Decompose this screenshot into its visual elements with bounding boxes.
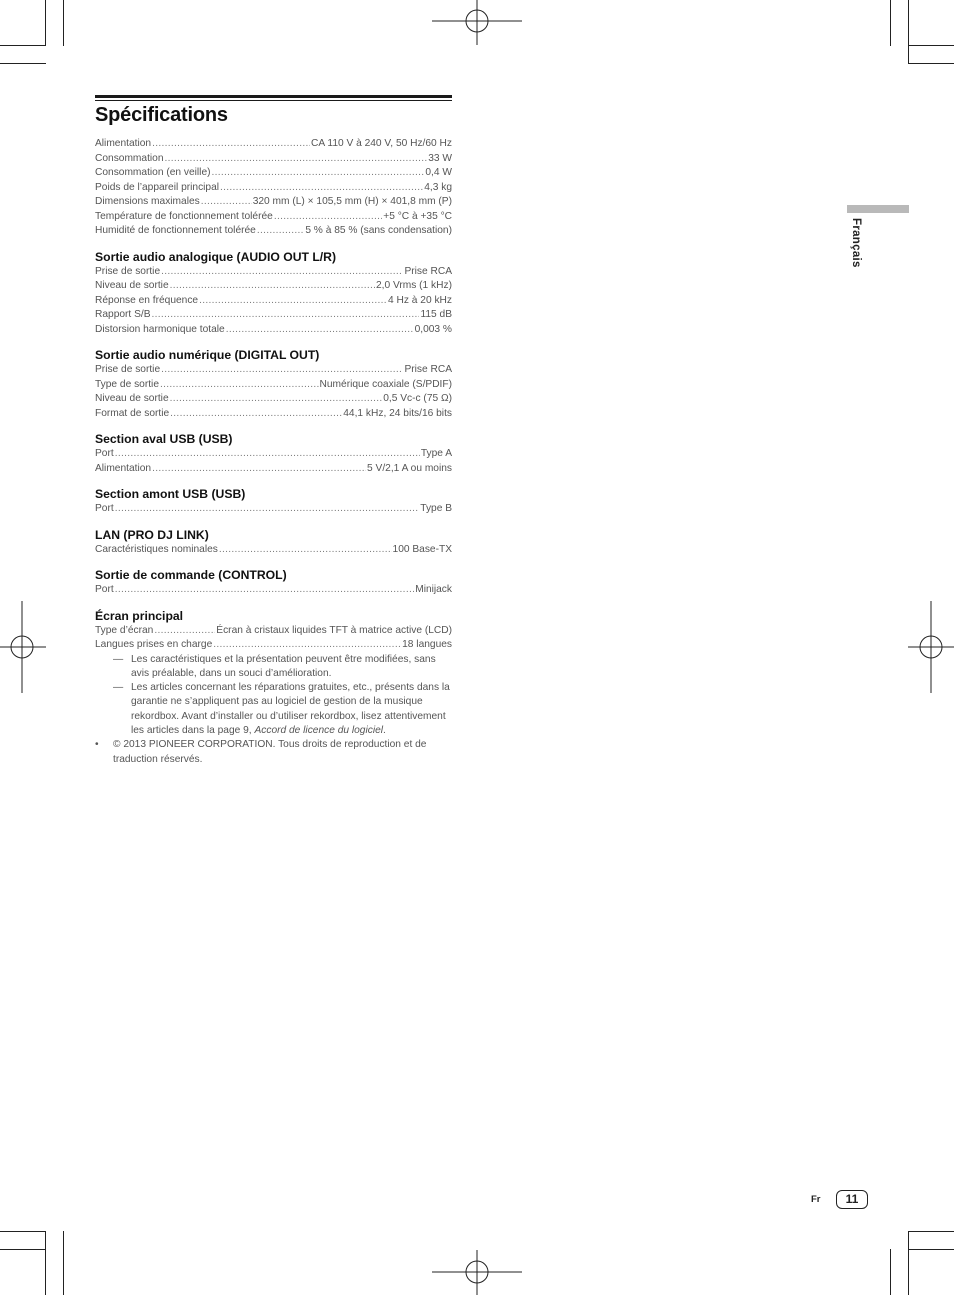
title-rule xyxy=(95,95,452,98)
spec-label: Consommation (en veille) xyxy=(95,167,211,178)
section-usb-downstream xyxy=(95,431,452,476)
general-specs xyxy=(95,137,452,239)
dash-marker: — xyxy=(113,653,124,665)
spec-value: 320 mm (L) × 105,5 mm (H) × 401,8 mm (P) xyxy=(252,196,452,207)
spec-label: Format de sortie xyxy=(95,407,170,419)
spec-value: 100 Base-TX xyxy=(392,543,452,555)
leader-dots xyxy=(274,210,382,225)
spec-row xyxy=(95,279,452,294)
leader-dots xyxy=(170,279,375,294)
crop-mark xyxy=(890,0,891,46)
crop-mark xyxy=(63,0,64,46)
spec-label: Niveau de sortie xyxy=(95,280,169,291)
leader-dots xyxy=(161,265,403,280)
note-item xyxy=(95,681,452,738)
crop-mark xyxy=(908,0,909,63)
spec-value: Prise RCA xyxy=(404,265,452,277)
bullet-marker: • xyxy=(95,739,99,751)
section-main-display xyxy=(95,608,452,653)
leader-dots xyxy=(115,583,415,598)
section-digital-out xyxy=(95,347,452,421)
copyright-text: © 2013 PIONEER CORPORATION. Tous droits de reproduction et de traduction réservés. xyxy=(113,739,427,765)
spec-value: 33 W xyxy=(428,152,452,164)
spec-value: Minijack xyxy=(415,584,452,595)
crop-mark xyxy=(45,0,46,46)
section-heading: Sortie de commande (CONTROL) xyxy=(95,568,287,582)
leader-dots xyxy=(160,378,319,393)
section-heading: Section amont USB (USB) xyxy=(95,487,246,501)
note-text: . xyxy=(383,724,386,736)
crop-mark xyxy=(0,63,46,64)
note-text: Les caractéristiques et la présentation peuvent être modifiées, sans avis préalable, dans un souci d’amélioration. xyxy=(131,653,436,679)
spec-label: Poids de l’appareil principal xyxy=(95,181,220,193)
spec-row xyxy=(95,137,452,152)
registration-mark-right xyxy=(908,601,954,693)
registration-mark-left xyxy=(0,601,46,693)
section-usb-upstream xyxy=(95,486,452,517)
leader-dots xyxy=(170,392,383,407)
crop-mark xyxy=(908,1249,954,1250)
leader-dots xyxy=(220,181,423,196)
spec-row xyxy=(95,407,452,422)
spec-row xyxy=(95,152,452,167)
spec-label: Rapport S/B xyxy=(95,309,151,320)
spec-label: Alimentation xyxy=(95,462,152,474)
spec-value: Numérique coaxiale (S/PDIF) xyxy=(319,378,452,390)
spec-value: Type A xyxy=(420,448,452,459)
spec-label: Consommation xyxy=(95,152,164,164)
spec-row xyxy=(95,447,452,462)
spec-label: Caractéristiques nominales xyxy=(95,543,218,555)
leader-dots xyxy=(170,407,342,422)
section-control xyxy=(95,567,452,598)
spec-value: CA 110 V à 240 V, 50 Hz/60 Hz xyxy=(310,138,452,149)
spec-label: Dimensions maximales xyxy=(95,196,200,207)
spec-label: Réponse en fréquence xyxy=(95,294,199,306)
spec-row xyxy=(95,502,452,517)
spec-value: +5 °C à +35 °C xyxy=(383,210,452,222)
spec-value: 0,003 % xyxy=(414,323,452,335)
leader-dots xyxy=(257,224,304,239)
spec-value: 44,1 kHz, 24 bits/16 bits xyxy=(343,407,452,419)
spec-row xyxy=(95,378,452,393)
crop-mark xyxy=(0,1249,46,1250)
leader-dots xyxy=(154,624,215,639)
section-analog-out xyxy=(95,249,452,338)
spec-value: 5 % à 85 % (sans condensation) xyxy=(305,225,452,236)
spec-row xyxy=(95,624,452,639)
spec-row xyxy=(95,224,452,239)
spec-value: Écran à cristaux liquides TFT à matrice active (LCD) xyxy=(216,624,452,636)
spec-row xyxy=(95,462,452,477)
spec-value: 5 V/2,1 A ou moins xyxy=(367,462,452,474)
crop-mark xyxy=(908,45,954,46)
leader-dots xyxy=(115,447,420,462)
language-tab-bar xyxy=(847,205,909,213)
spec-row xyxy=(95,543,452,558)
section-heading: Sortie audio analogique (AUDIO OUT L/R) xyxy=(95,249,337,264)
crop-mark xyxy=(890,1249,891,1295)
leader-dots xyxy=(201,195,252,210)
leader-dots xyxy=(199,294,387,309)
spec-value: 2,0 Vrms (1 kHz) xyxy=(375,280,452,291)
footer-language-code: Fr xyxy=(811,1194,821,1205)
spec-row xyxy=(95,638,452,653)
section-heading: LAN (PRO DJ LINK) xyxy=(95,527,209,542)
copyright-item xyxy=(95,738,452,767)
spec-row xyxy=(95,392,452,407)
spec-value: Prise RCA xyxy=(404,364,452,375)
registration-mark-bottom xyxy=(432,1250,522,1295)
language-tab-label: Français xyxy=(850,218,862,268)
leader-dots xyxy=(152,308,420,323)
spec-row xyxy=(95,308,452,323)
leader-dots xyxy=(219,543,392,558)
spec-value: 4,3 kg xyxy=(424,181,452,193)
spec-label: Humidité de fonctionnement tolérée xyxy=(95,225,256,236)
crop-mark xyxy=(45,1231,46,1295)
leader-dots xyxy=(213,638,401,653)
leader-dots xyxy=(212,166,425,181)
spec-value: 0,4 W xyxy=(425,167,452,178)
crop-mark xyxy=(0,1231,46,1232)
spec-label: Distorsion harmonique totale xyxy=(95,323,225,335)
note-item xyxy=(95,653,452,682)
note-reference-link: Accord de licence du logiciel xyxy=(254,724,384,736)
section-heading: Écran principal xyxy=(95,608,184,623)
crop-mark xyxy=(63,1231,64,1295)
spec-value: 115 dB xyxy=(420,309,452,320)
crop-mark xyxy=(0,45,46,46)
spec-row xyxy=(95,363,452,378)
spec-label: Alimentation xyxy=(95,138,152,149)
spec-row xyxy=(95,294,452,309)
spec-label: Port xyxy=(95,503,114,514)
crop-mark xyxy=(908,1231,954,1232)
registration-mark-top xyxy=(432,0,522,45)
spec-row xyxy=(95,210,452,225)
section-heading: Section aval USB (USB) xyxy=(95,432,233,446)
section-lan xyxy=(95,527,452,558)
leader-dots xyxy=(226,323,414,338)
leader-dots xyxy=(152,137,310,152)
title-rule xyxy=(95,100,452,101)
leader-dots xyxy=(165,152,428,167)
crop-mark xyxy=(908,1231,909,1295)
section-heading: Sortie audio numérique (DIGITAL OUT) xyxy=(95,348,320,362)
dash-marker: — xyxy=(113,682,124,694)
spec-row xyxy=(95,195,452,210)
spec-label: Prise de sortie xyxy=(95,265,161,277)
page-number: 11 xyxy=(836,1190,868,1209)
spec-row xyxy=(95,166,452,181)
crop-mark xyxy=(908,63,954,64)
spec-row xyxy=(95,181,452,196)
spec-label: Niveau de sortie xyxy=(95,393,169,404)
spec-label: Type d’écran xyxy=(95,624,154,636)
leader-dots xyxy=(161,363,403,378)
spec-row xyxy=(95,583,452,598)
spec-label: Prise de sortie xyxy=(95,364,161,375)
leader-dots xyxy=(115,502,420,517)
spec-value: Type B xyxy=(420,503,452,514)
spec-label: Port xyxy=(95,448,114,459)
spec-value: 0,5 Vc-c (75 Ω) xyxy=(383,393,452,404)
leader-dots xyxy=(152,462,366,477)
spec-value: 18 langues xyxy=(402,639,452,650)
spec-value: 4 Hz à 20 kHz xyxy=(388,294,452,306)
spec-content xyxy=(95,137,452,767)
spec-row xyxy=(95,265,452,280)
spec-label: Type de sortie xyxy=(95,378,159,390)
page-title: Spécifications xyxy=(95,104,228,126)
spec-row xyxy=(95,323,452,338)
spec-label: Langues prises en charge xyxy=(95,639,213,650)
spec-label: Température de fonctionnement tolérée xyxy=(95,210,273,222)
spec-label: Port xyxy=(95,584,114,595)
note-text: Les articles concernant les réparations gratuites, etc., présents dans la garantie ne s’appliquent pas au logiciel de gestion de la musique rekordbox. Avant d’installer ou d’utiliser rekordbox, lisez attentivement les articles dans la page 9, xyxy=(131,682,450,736)
